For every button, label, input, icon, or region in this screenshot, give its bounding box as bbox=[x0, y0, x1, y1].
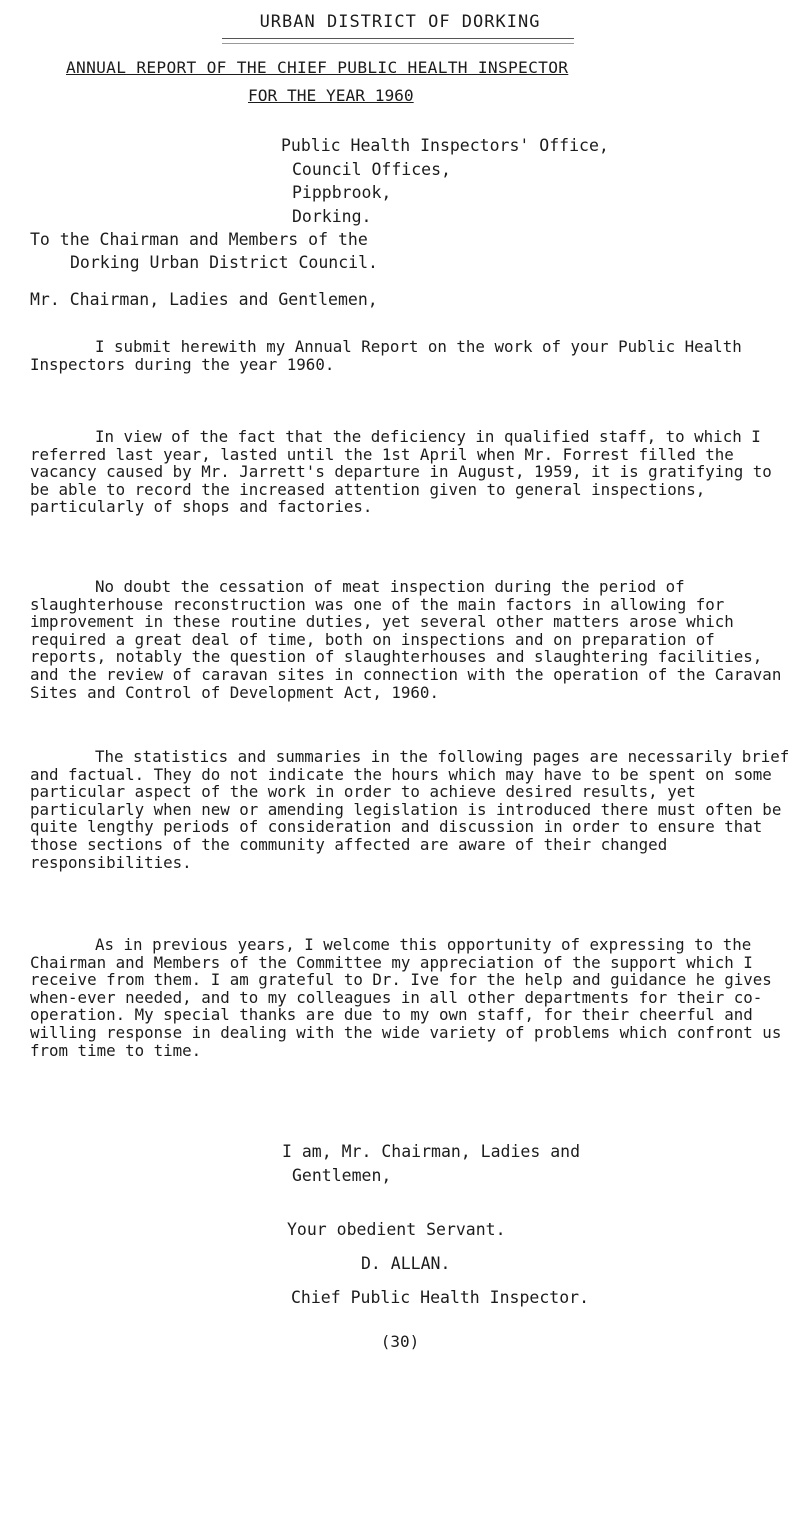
report-year: FOR THE YEAR 1960 bbox=[248, 86, 414, 105]
paragraph-5: As in previous years, I welcome this opportunity of expressing to the Chairman and Members of the Committee my appreciation of the support which I receive from them. I am grateful to Dr. Ive for the help and guidance he gives when-ever needed, and to my colleagues in all other departments for their co-operation. My special thanks are due to my own staff, for their cheerful and willing response in dealing with the wide variety of problems which confront us from time to time. bbox=[30, 935, 782, 1060]
addressee-line-2: Dorking Urban District Council. bbox=[70, 253, 378, 272]
district-heading: URBAN DISTRICT OF DORKING bbox=[259, 12, 541, 32]
addressee-line-1: To the Chairman and Members of the bbox=[30, 230, 368, 249]
signature-servant: Your obedient Servant. bbox=[287, 1220, 506, 1239]
signature-block bbox=[287, 1213, 589, 1315]
address-line-pippbrook: Pippbrook, bbox=[292, 183, 392, 202]
sender-address bbox=[281, 134, 609, 228]
heading-rule bbox=[222, 38, 574, 44]
closing bbox=[282, 1140, 580, 1187]
address-line-office: Public Health Inspectors' Office, bbox=[281, 136, 609, 155]
report-title: ANNUAL REPORT OF THE CHIEF PUBLIC HEALTH INSPECTOR bbox=[66, 58, 569, 77]
address-line-council: Council Offices, bbox=[292, 159, 451, 179]
paragraph-2: In view of the fact that the deficiency in qualified staff, to which I referred last year, lasted until the 1st April when Mr. Forrest filled the vacancy caused by Mr. Jarrett's departure in August, 1959, it is gratifying to be able to record the increased attention given to general inspections, particularly of shops and factories. bbox=[30, 427, 772, 517]
paragraph-3: No doubt the cessation of meat inspection during the period of slaughterhouse reconstruction was one of the main factors in allowing for improvement in these routine duties, yet several other matters arose which required a great deal of time, both on inspections and on preparation of reports, notably the question of slaughterhouses and slaughtering facilities, and the review of caravan sites in connection with the operation of the Caravan Sites and Control of Development Act, 1960. bbox=[30, 577, 782, 702]
paragraph-4: The statistics and summaries in the following pages are necessarily brief and factual. They do not indicate the hours which may have to be spent on some particular aspect of the work in order to achieve desired results, yet particularly when new or amending legislation is introduced there must often be quite lengthy periods of consideration and discussion in order to ensure that those sections of the community affected are aware of their changed responsibilities. bbox=[30, 747, 790, 872]
addressee bbox=[30, 228, 378, 274]
page-number: (30) bbox=[380, 1332, 420, 1351]
closing-line-1: I am, Mr. Chairman, Ladies and bbox=[282, 1142, 581, 1161]
signature-name: D. ALLAN. bbox=[361, 1254, 451, 1273]
address-line-dorking: Dorking. bbox=[292, 206, 372, 226]
salutation: Mr. Chairman, Ladies and Gentlemen, bbox=[30, 290, 378, 309]
paragraph-1: I submit herewith my Annual Report on the work of your Public Health Inspectors during the year 1960. bbox=[30, 337, 742, 374]
closing-line-2: Gentlemen, bbox=[292, 1165, 392, 1185]
signature-title: Chief Public Health Inspector. bbox=[291, 1288, 590, 1307]
